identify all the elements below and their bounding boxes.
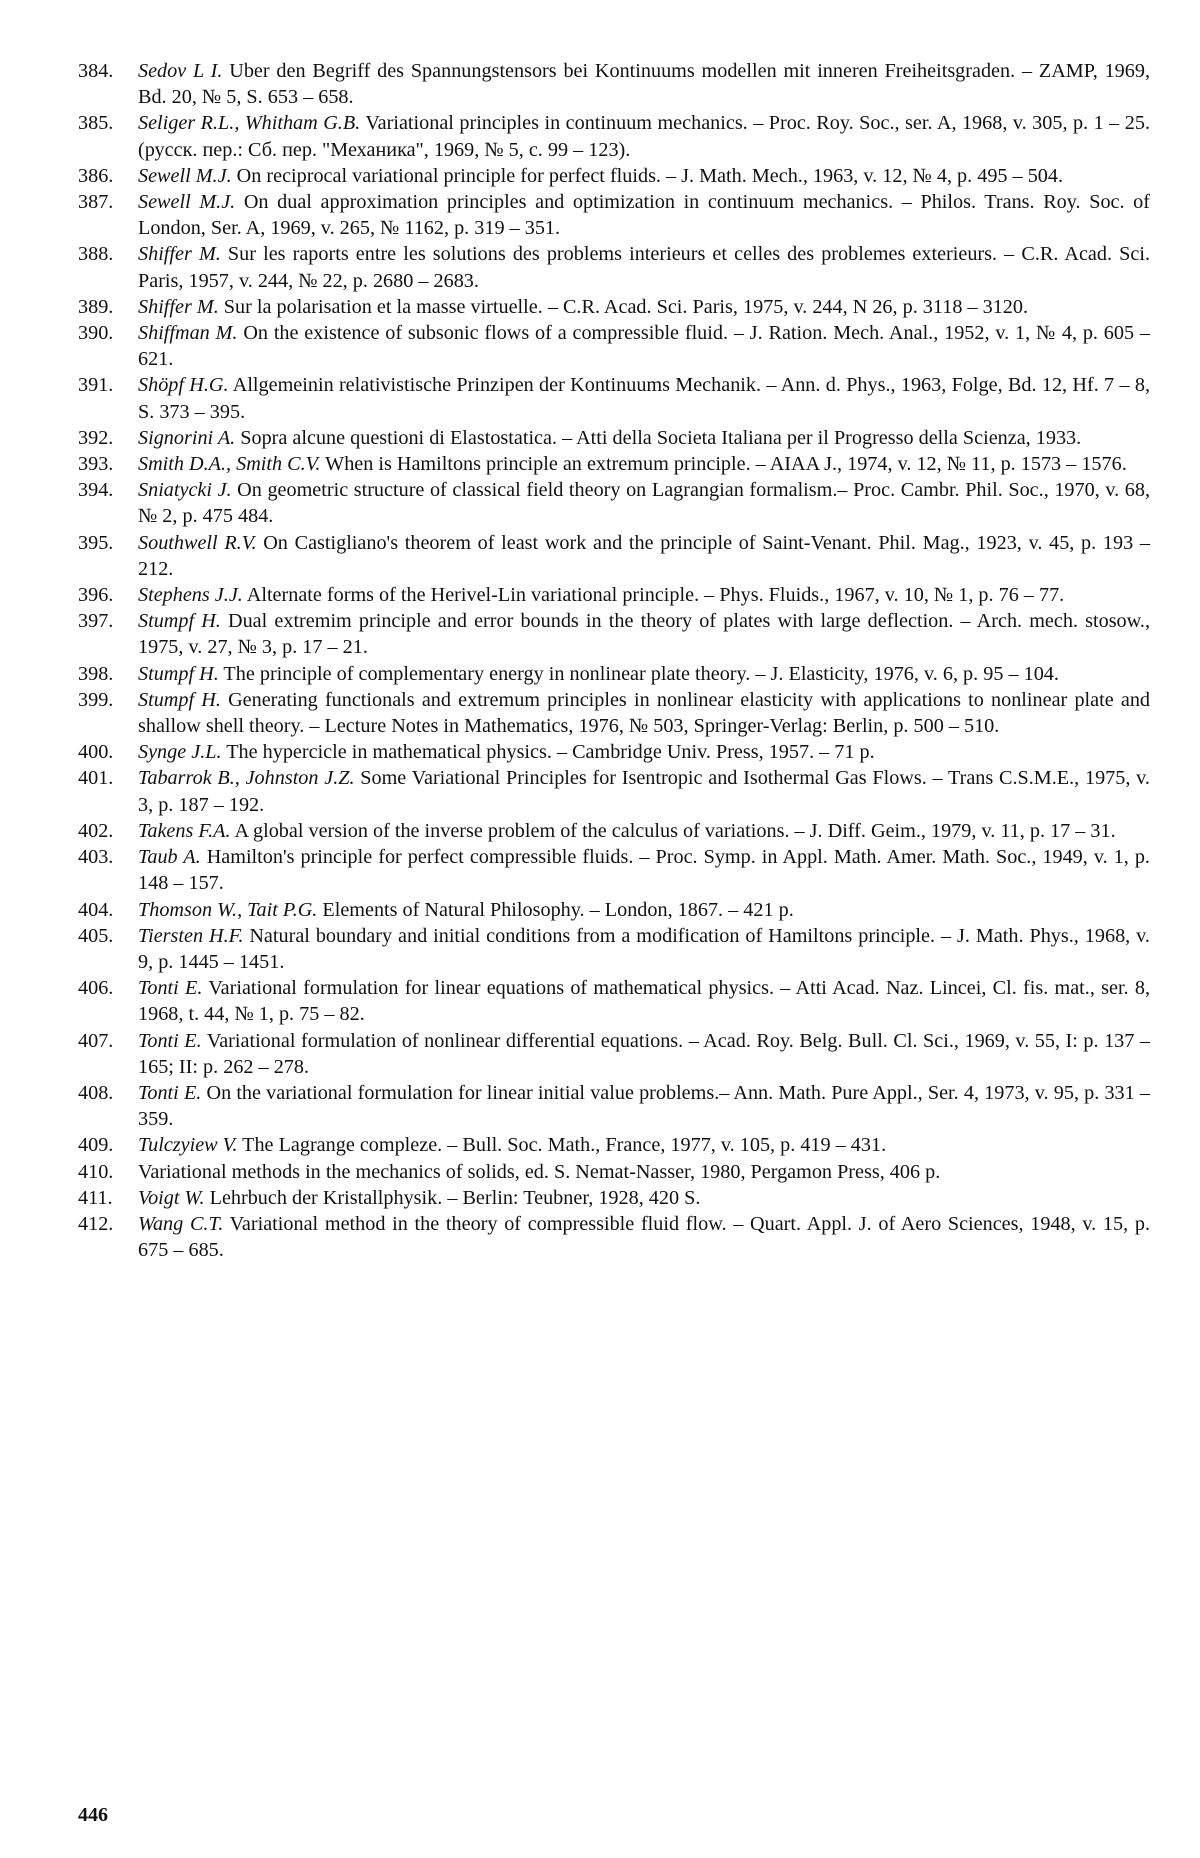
reference-entry (78, 163, 1150, 189)
reference-author: Stumpf H. (138, 662, 219, 685)
reference-author: Tonti E. (138, 1029, 202, 1052)
reference-text: Sur la polarisation et la masse virtuelle. – C.R. Acad. Sci. Paris, 1975, v. 244, N 26, p. 3118 – 3120. (218, 295, 1029, 318)
reference-entry (78, 1080, 1150, 1132)
reference-author: Tiersten H.F. (138, 924, 244, 947)
reference-text: On Castigliano's theorem of least work and the principle of Saint-Venant. Phil. Mag., 1923, v. 45, p. 193 – 212. (138, 531, 1151, 580)
reference-text: Variational principles in continuum mechanics. – Proc. Roy. Soc., ser. A, 1968, v. 305, p. 1 – 25. (русск. пер.: Сб. пер. "Механика", 1969, № 5, с. 99 – 123). (138, 112, 1150, 161)
reference-author: Taub A. (138, 846, 201, 869)
reference-text: On the existence of subsonic flows of a compressible fluid. – J. Ration. Mech. Anal., 1952, v. 1, № 4, p. 605 – 621. (138, 322, 1150, 371)
reference-author: Tabarrok B., Johnston J.Z. (138, 767, 355, 790)
reference-number: 394. (78, 479, 114, 502)
reference-author: Southwell R.V. (138, 531, 257, 554)
reference-author: Synge J.L. (138, 741, 222, 764)
reference-number: 388. (78, 243, 114, 266)
reference-number: 408. (78, 1081, 114, 1104)
reference-entry (78, 844, 1150, 896)
reference-author: Sniatycki J. (138, 479, 232, 502)
reference-author: Tonti E. (138, 1081, 202, 1104)
reference-number: 410. (78, 1160, 114, 1183)
reference-text: Alternate forms of the Herivel-Lin variational principle. – Phys. Fluids., 1967, v. 10, № 1, p. 76 – 77. (242, 584, 1065, 607)
reference-number: 384. (78, 60, 114, 82)
reference-text: Allgemeinin relativistische Prinzipen der Kontinuums Mechanik. – Ann. d. Phys., 1963, Folge, Bd. 12, Hf. 7 – 8, S. 373 – 395. (138, 374, 1150, 423)
reference-entry (78, 897, 1150, 923)
reference-text: Hamilton's principle for perfect compressible fluids. – Proc. Symp. in Appl. Math. Amer. Math. Soc., 1949, v. 1, p. 148 – 157. (138, 846, 1150, 895)
reference-number: 399. (78, 688, 114, 711)
reference-entry (78, 608, 1150, 660)
reference-author: Tulczyiew V. (138, 1134, 238, 1157)
reference-text: Sopra alcune questioni di Elastostatica. – Atti della Societa Italiana per il Progresso della Scienza, 1933. (235, 426, 1082, 449)
reference-author: Shöpf H.G. (138, 374, 229, 397)
reference-author: Shiffer M. (138, 295, 219, 318)
reference-text: Elements of Natural Philosophy. – London, 1867. – 421 p. (317, 898, 794, 921)
reference-text: The principle of complementary energy in nonlinear plate theory. – J. Elasticity, 1976, v. 6, p. 95 – 104. (218, 662, 1059, 685)
reference-entry (78, 1028, 1150, 1080)
reference-entry (78, 58, 1150, 110)
reference-author: Stumpf H. (138, 610, 221, 633)
reference-number: 411. (78, 1186, 113, 1209)
reference-author: Wang C.T. (138, 1212, 224, 1235)
reference-number: 387. (78, 191, 114, 214)
reference-text: Generating functionals and extremum principles in nonlinear elasticity with applications to nonlinear plate and shallow shell theory. – Lecture Notes in Mathematics, 1976, № 503, Springer-Verlag: Berlin, p. 500 – 510. (138, 688, 1151, 738)
reference-entry (78, 975, 1150, 1027)
reference-number: 392. (78, 426, 114, 449)
reference-author: Sedov L I. (138, 60, 223, 82)
reference-number: 397. (78, 610, 114, 633)
reference-text: Some Variational Principles for Isentropic and Isothermal Gas Flows. – Trans C.S.M.E., 1975, v. 3, p. 187 – 192. (138, 767, 1150, 816)
reference-number: 386. (78, 164, 114, 187)
reference-number: 396. (78, 584, 114, 607)
reference-entry (78, 530, 1150, 582)
reference-author: Sewell M.J. (138, 191, 236, 214)
reference-author: Shiffman M. (138, 322, 238, 345)
reference-number: 393. (78, 453, 114, 476)
reference-author: Shiffer M. (138, 243, 221, 266)
reference-entry (78, 582, 1150, 608)
reference-number: 412. (78, 1212, 114, 1235)
reference-entry (78, 294, 1150, 320)
reference-number: 405. (78, 924, 114, 947)
reference-text: Variational formulation for linear equations of mathematical physics. – Atti Acad. Naz. Lincei, Cl. fis. mat., ser. 8, 1968, t. 44, № 1, p. 75 – 82. (138, 977, 1150, 1026)
reference-author: Stumpf H. (138, 688, 221, 711)
reference-number: 400. (78, 741, 114, 764)
reference-author: Seliger R.L., Whitham G.B. (138, 112, 361, 135)
reference-entry (78, 923, 1150, 975)
reference-number: 401. (78, 767, 114, 790)
page-number: 446 (78, 1804, 108, 1826)
reference-entry (78, 739, 1150, 765)
reference-text: Sur les raports entre les solutions des problems interieurs et celles des problemes exterieurs. – C.R. Acad. Sci. Paris, 1957, v. 244, № 22, p. 2680 – 2683. (138, 243, 1150, 292)
reference-author: Voigt W. (138, 1186, 205, 1209)
reference-number: 398. (78, 662, 114, 685)
reference-entry (78, 765, 1150, 817)
reference-text: Lehrbuch der Kristallphysik. – Berlin: Teubner, 1928, 420 S. (204, 1186, 701, 1209)
reference-text: Variational method in the theory of compressible fluid flow. – Quart. Appl. J. of Aero Sciences, 1948, v. 15, p. 675 – 685. (138, 1212, 1151, 1262)
reference-number: 409. (78, 1134, 114, 1157)
reference-entry (78, 189, 1150, 241)
reference-entry (78, 661, 1150, 687)
reference-number: 385. (78, 112, 114, 135)
reference-text: The Lagrange compleze. – Bull. Soc. Math., France, 1977, v. 105, p. 419 – 431. (237, 1134, 887, 1157)
reference-author: Signorini A. (138, 426, 236, 449)
reference-entry (78, 1132, 1150, 1158)
reference-author: Tonti E. (138, 977, 203, 1000)
reference-text: On the variational formulation for linear initial value problems.– Ann. Math. Pure Appl., Ser. 4, 1973, v. 95, p. 331 – 359. (138, 1081, 1151, 1131)
reference-entry (78, 1185, 1150, 1211)
reference-text: On dual approximation principles and optimization in continuum mechanics. – Philos. Trans. Roy. Soc. of London, Ser. A, 1969, v. 265, № 1162, p. 319 – 351. (138, 191, 1150, 240)
reference-number: 390. (78, 322, 114, 345)
reference-text: A global version of the inverse problem of the calculus of variations. – J. Diff. Geim., 1979, v. 11, p. 17 – 31. (230, 819, 1116, 842)
reference-author: Sewell M.J. (138, 164, 232, 187)
reference-text: Variational formulation of nonlinear differential equations. – Acad. Roy. Belg. Bull. Cl. Sci., 1969, v. 55, I: p. 137 – 165; II: p. 262 – 278. (138, 1029, 1151, 1078)
reference-entry (78, 425, 1150, 451)
reference-text: Dual extremim principle and error bounds in the theory of plates with large deflection. – Arch. mech. stosow., 1975, v. 27, № 3, p. 17 – 21. (138, 610, 1151, 659)
reference-entry (78, 687, 1150, 739)
reference-number: 402. (78, 819, 114, 842)
reference-entry (78, 372, 1150, 424)
reference-number: 404. (78, 898, 114, 921)
reference-text: When is Hamiltons principle an extremum principle. – AIAA J., 1974, v. 12, № 11, p. 1573 – 1576. (320, 453, 1127, 476)
reference-number: 389. (78, 295, 114, 318)
reference-text: On geometric structure of classical field theory on Lagrangian formalism.– Proc. Cambr. Phil. Soc., 1970, v. 68, № 2, p. 475 484. (138, 479, 1150, 528)
reference-entry (78, 477, 1150, 529)
reference-entry (78, 818, 1150, 844)
reference-number: 406. (78, 977, 114, 1000)
reference-text: Uber den Begriff des Spannungstensors bei Kontinuums modellen mit inneren Freiheitsgraden. – ZAMP, 1969, Bd. 20, № 5, S. 653 – 658. (138, 60, 1150, 109)
reference-author: Takens F.A. (138, 819, 231, 842)
reference-author: Smith D.A., Smith C.V. (138, 453, 321, 476)
reference-author: Stephens J.J. (138, 584, 243, 607)
reference-number: 403. (78, 846, 114, 869)
reference-entry (78, 451, 1150, 477)
reference-entry (78, 1211, 1150, 1263)
bibliography-list (78, 58, 1150, 1263)
reference-entry (78, 320, 1150, 372)
reference-text: Natural boundary and initial conditions from a modification of Hamiltons principle. – J. Math. Phys., 1968, v. 9, p. 1445 – 1451. (138, 924, 1150, 973)
reference-entry (78, 1159, 1150, 1185)
reference-entry (78, 110, 1150, 162)
reference-text: Variational methods in the mechanics of solids, ed. S. Nemat-Nasser, 1980, Pergamon Press, 406 p. (138, 1160, 941, 1183)
reference-text: On reciprocal variational principle for perfect fluids. – J. Math. Mech., 1963, v. 12, № 4, p. 495 – 504. (231, 164, 1064, 187)
reference-entry (78, 241, 1150, 293)
reference-number: 391. (78, 374, 114, 397)
reference-author: Thomson W., Tait P.G. (138, 898, 318, 921)
reference-number: 407. (78, 1029, 114, 1052)
reference-number: 395. (78, 531, 114, 554)
reference-text: The hypercicle in mathematical physics. – Cambridge Univ. Press, 1957. – 71 p. (221, 741, 875, 764)
